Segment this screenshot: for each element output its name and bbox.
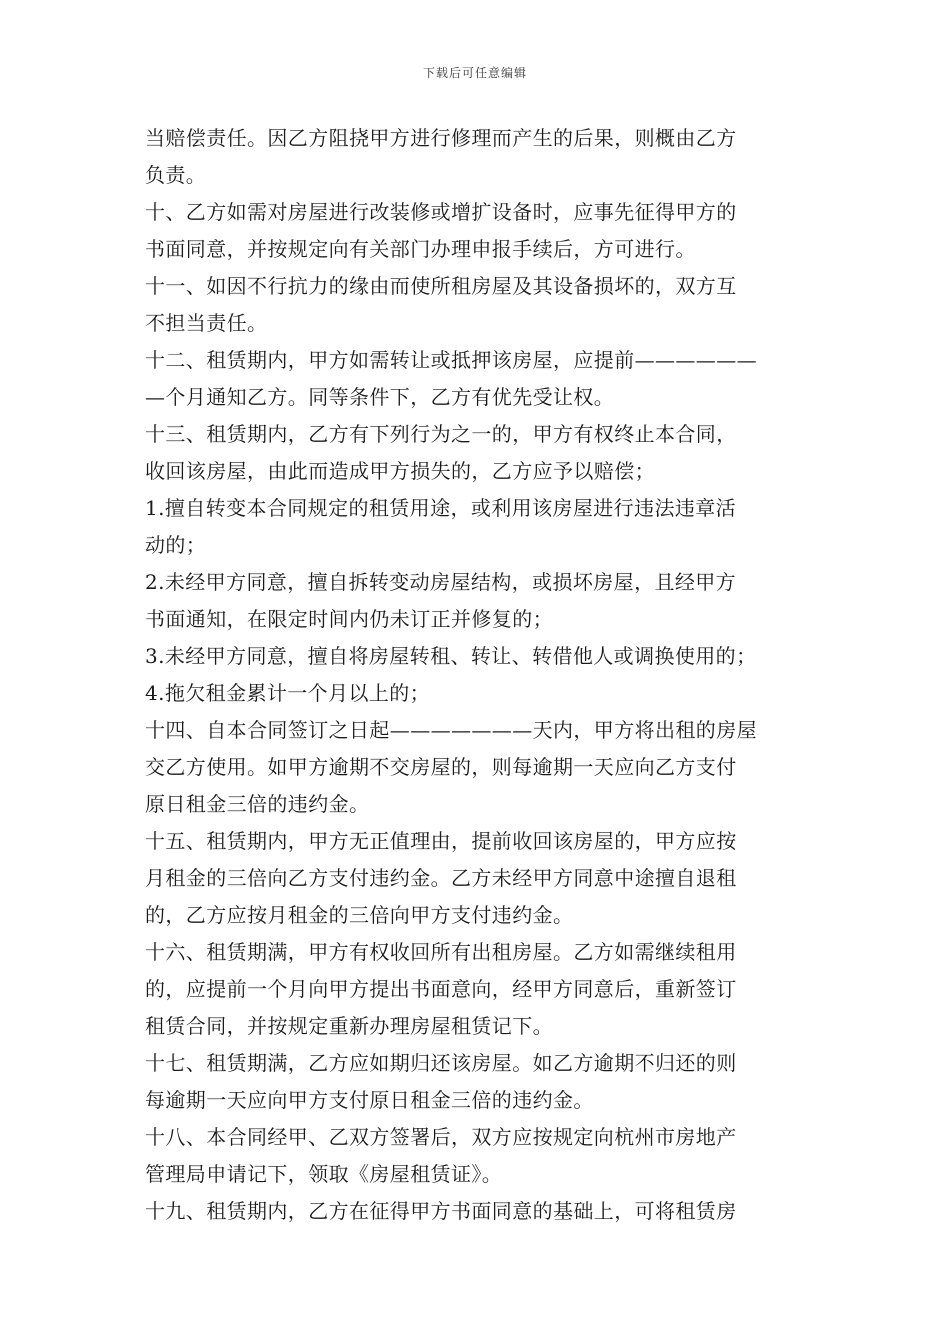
text-line: 的，乙方应按月租金的三倍向甲方支付违约金。 [145, 903, 574, 927]
text-line: 十七、租赁期满，乙方应如期归还该房屋。如乙方逾期不归还的则 [145, 1051, 737, 1075]
text-line: 的，应提前一个月向甲方提出书面意向，经甲方同意后，重新签订 [145, 977, 737, 1001]
text-line: 书面同意，并按规定向有关部门办理申报手续后，方可进行。 [145, 237, 696, 261]
text-line: 1.擅自转变本合同规定的租赁用途，或利用该房屋进行违法违章活 [145, 496, 737, 520]
text-line: 十三、租赁期内，乙方有下列行为之一的，甲方有权终止本合同， [145, 422, 737, 446]
text-line: 十一、如因不行抗力的缘由而使所租房屋及其设备损坏的，双方互 [145, 274, 737, 298]
text-line: 负责。 [145, 163, 207, 187]
text-line: 十八、本合同经甲、乙双方签署后，双方应按规定向杭州市房地产 [145, 1125, 737, 1149]
text-line: —个月通知乙方。同等条件下，乙方有优先受让权。 [145, 385, 615, 409]
text-line: 十、乙方如需对房屋进行改装修或增扩设备时，应事先征得甲方的 [145, 200, 737, 224]
text-line: 管理局申请记下，领取《房屋租赁证》。 [145, 1162, 503, 1186]
text-line: 收回该房屋，由此而造成甲方损失的，乙方应予以赔偿； [145, 459, 655, 483]
text-line: 4.拖欠租金累计一个月以上的； [145, 681, 431, 705]
text-line: 原日租金三倍的违约金。 [145, 792, 370, 816]
text-line: 交乙方使用。如甲方逾期不交房屋的，则每逾期一天应向乙方支付 [145, 755, 737, 779]
text-line: 十六、租赁期满，甲方有权收回所有出租房屋。乙方如需继续租用 [145, 940, 737, 964]
text-line: 十九、租赁期内，乙方在征得甲方书面同意的基础上，可将租赁房 [145, 1199, 737, 1223]
contract-body [145, 120, 813, 1230]
text-line: 十五、租赁期内，甲方无正值理由，提前收回该房屋的，甲方应按 [145, 829, 737, 853]
text-line: 动的； [145, 533, 207, 557]
text-line: 当赔偿责任。因乙方阻挠甲方进行修理而产生的后果，则概由乙方 [145, 126, 737, 150]
text-line: 租赁合同，并按规定重新办理房屋租赁记下。 [145, 1014, 553, 1038]
text-line: 十二、租赁期内，甲方如需转让或抵押该房屋，应提前—————— [145, 348, 757, 372]
text-line: 十四、自本合同签订之日起———————天内，甲方将出租的房屋 [145, 718, 757, 742]
text-line: 3.未经甲方同意，擅自将房屋转租、转让、转借他人或调换使用的； [145, 644, 757, 668]
text-line: 书面通知，在限定时间内仍未订正并修复的； [145, 607, 553, 631]
text-line: 每逾期一天应向甲方支付原日租金三倍的违约金。 [145, 1088, 594, 1112]
text-line: 月租金的三倍向乙方支付违约金。乙方未经甲方同意中途擅自退租 [145, 866, 737, 890]
page-header-note: 下载后可任意编辑 [422, 66, 527, 80]
text-line: 2.未经甲方同意，擅自拆转变动房屋结构，或损坏房屋，且经甲方 [145, 570, 737, 594]
text-line: 不担当责任。 [145, 311, 268, 335]
